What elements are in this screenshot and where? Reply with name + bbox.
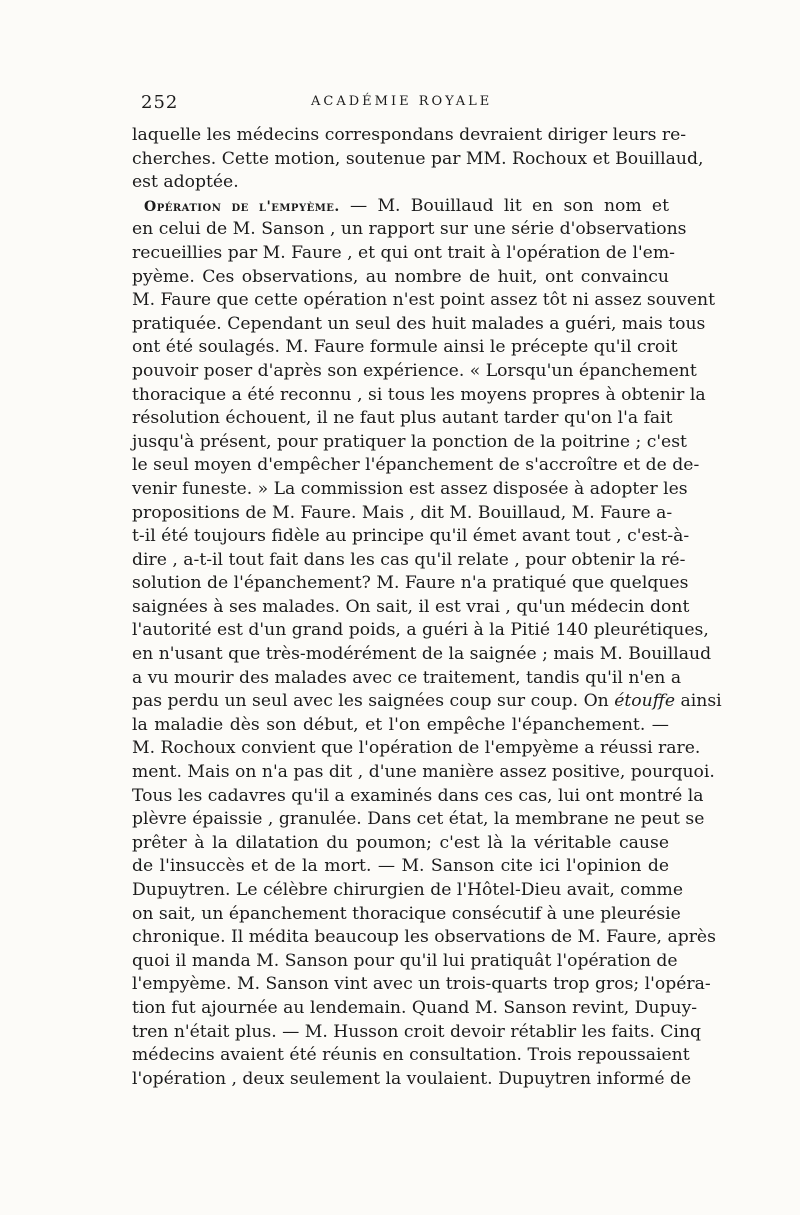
- text-line: l'opération , deux seulement la voulaient. Dupuytren informé de: [132, 1068, 692, 1089]
- italic-word: étouffe: [614, 691, 676, 712]
- text-line: laquelle les médecins correspondans devraient diriger leurs re-: [132, 125, 687, 145]
- text-line: M. Faure que cette opération n'est point assez tôt ni assez souvent: [132, 290, 716, 311]
- text-line: solution de l'épanchement? M. Faure n'a pratiqué que quelques: [132, 573, 689, 594]
- text-fragment: pas perdu un seul avec les saignées coup sur coup. On: [132, 691, 609, 712]
- text-fragment: ainsi: [680, 691, 722, 712]
- page-header: [141, 92, 669, 116]
- text-line: l'empyème. M. Sanson vint avec un trois-quarts trop gros; l'opéra-: [132, 974, 711, 995]
- text-line: [132, 690, 722, 714]
- text-line: propositions de M. Faure. Mais , dit M. Bouillaud, M. Faure a-: [132, 502, 673, 523]
- text-line: de l'insuccès et de la mort. — M. Sanson cite ici l'opinion de: [132, 856, 669, 877]
- text-line: résolution échouent, il ne faut plus autant tarder qu'on l'a fait: [132, 408, 673, 429]
- text-line: pouvoir poser d'après son expérience. « Lorsqu'un épanchement: [132, 360, 697, 381]
- text-line: saignées à ses malades. On sait, il est vrai , qu'un médecin dont: [132, 596, 690, 617]
- text-line: la maladie dès son début, et l'on empêche l'épanchement. —: [132, 714, 669, 735]
- text-line: plèvre épaissie , granulée. Dans cet état, la membrane ne peut se: [132, 809, 705, 830]
- text-line: chronique. Il médita beaucoup les observations de M. Faure, après: [132, 927, 716, 948]
- text-line: M. Rochoux convient que l'opération de l'empyème a réussi rare.: [132, 738, 701, 759]
- running-head: ACADÉMIE ROYALE: [311, 94, 493, 109]
- text-line: quoi il manda M. Sanson pour qu'il lui pratiquât l'opération de: [132, 950, 678, 971]
- text-line: a vu mourir des malades avec ce traitement, tandis qu'il n'en a: [132, 667, 682, 688]
- text-fragment: — M. Bouillaud lit en son nom et: [350, 195, 669, 216]
- text-line: pyème. Ces observations, au nombre de huit, ont convaincu: [132, 266, 669, 287]
- text-line: pratiquée. Cependant un seul des huit malades a guéri, mais tous: [132, 313, 706, 334]
- text-line: Tous les cadavres qu'il a examinés dans ces cas, lui ont montré la: [132, 785, 704, 806]
- text-line: tren n'était plus. — M. Husson croit devoir rétablir les faits. Cinq: [132, 1021, 702, 1042]
- text-line: t-il été toujours fidèle au principe qu'il émet avant tout , c'est-à-: [132, 526, 690, 547]
- text-line: l'autorité est d'un grand poids, a guéri à la Pitié 140 pleurétiques,: [132, 620, 709, 641]
- text-line: thoracique a été reconnu , si tous les moyens propres à obtenir la: [132, 384, 706, 405]
- text-line: recueillies par M. Faure , et qui ont trait à l'opération de l'em-: [132, 242, 675, 263]
- page-number: 252: [141, 92, 179, 113]
- text-line: [132, 195, 669, 219]
- text-line: jusqu'à présent, pour pratiquer la ponction de la poitrine ; c'est: [132, 431, 687, 452]
- body-text: [132, 124, 722, 1091]
- section-title: Opération de l'empyème.: [144, 198, 340, 215]
- text-line: dire , a-t-il tout fait dans les cas qu'il relate , pour obtenir la ré-: [132, 549, 686, 570]
- text-line: est adoptée.: [132, 172, 239, 193]
- text-line: cherches. Cette motion, soutenue par MM. Rochoux et Bouillaud,: [132, 148, 704, 169]
- text-line: en celui de M. Sanson , un rapport sur une série d'observations: [132, 219, 687, 240]
- text-line: tion fut ajournée au lendemain. Quand M. Sanson revint, Dupuy-: [132, 997, 698, 1018]
- text-line: venir funeste. » La commission est assez disposée à adopter les: [132, 478, 688, 499]
- text-line: ment. Mais on n'a pas dit , d'une manière assez positive, pourquoi.: [132, 762, 715, 783]
- text-line: on sait, un épanchement thoracique consécutif à une pleurésie: [132, 903, 681, 924]
- text-line: médecins avaient été réunis en consultation. Trois repoussaient: [132, 1045, 690, 1066]
- text-line: en n'usant que très-modérément de la saignée ; mais M. Bouillaud: [132, 644, 712, 665]
- text-line: le seul moyen d'empêcher l'épanchement de s'accroître et de de-: [132, 455, 700, 476]
- text-line: Dupuytren. Le célèbre chirurgien de l'Hôtel-Dieu avait, comme: [132, 880, 684, 900]
- text-line: prêter à la dilatation du poumon; c'est là la véritable cause: [132, 832, 669, 853]
- text-line: ont été soulagés. M. Faure formule ainsi le précepte qu'il croit: [132, 337, 678, 358]
